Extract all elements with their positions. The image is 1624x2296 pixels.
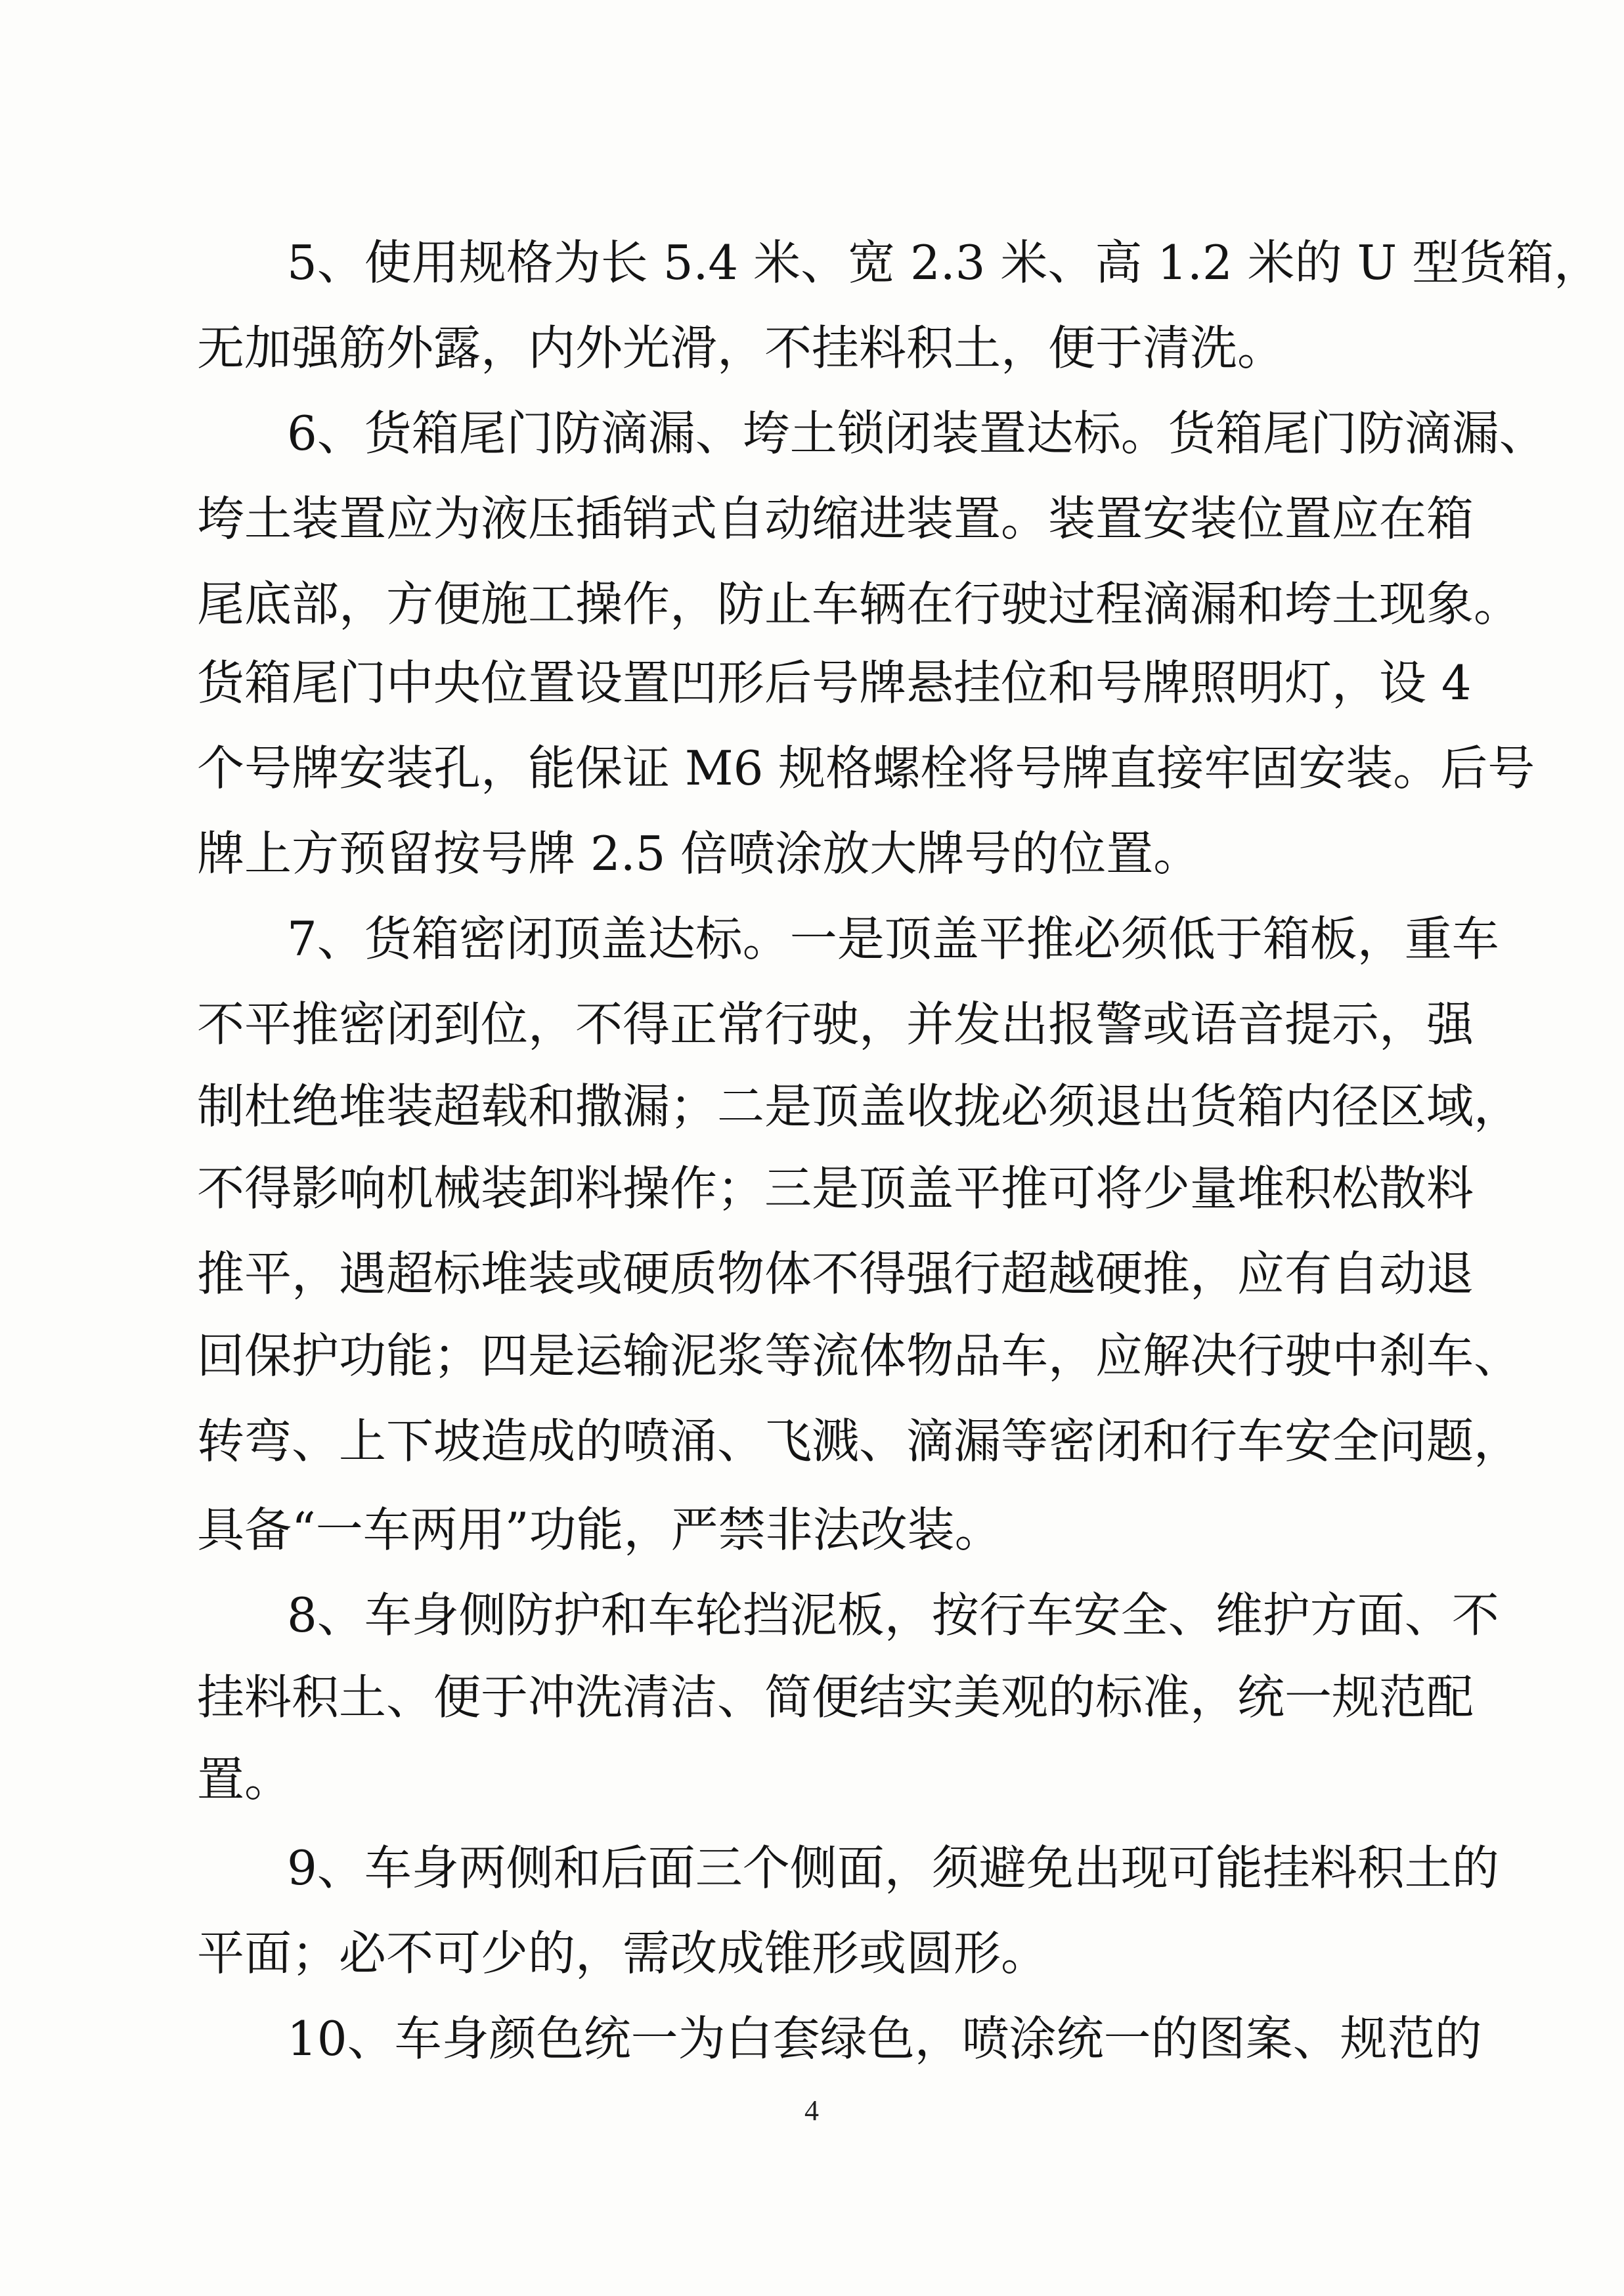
paragraph-7-line-2: 不平推密闭到位，不得正常行驶，并发出报警或语音提示，强 xyxy=(197,997,1474,1052)
paragraph-6-line-6: 牌上方预留按号牌 2.5 倍喷涂放大牌号的位置。 xyxy=(197,826,1201,881)
paragraph-6-line-2: 垮土装置应为液压插销式自动缩进装置。装置安装位置应在箱 xyxy=(197,491,1474,546)
paragraph-6-line-4: 货箱尾门中央位置设置凹形后号牌悬挂位和号牌照明灯，设 4 xyxy=(197,655,1472,710)
paragraph-6-line-3: 尾底部，方便施工操作，防止车辆在行驶过程滴漏和垮土现象。 xyxy=(197,576,1522,632)
paragraph-7-line-6: 回保护功能；四是运输泥浆等流体物品车，应解决行驶中刹车、 xyxy=(197,1328,1522,1383)
paragraph-5-line-1: 5、使用规格为长 5.4 米、宽 2.3 米、高 1.2 米的 U 型货箱， xyxy=(287,235,1602,290)
paragraph-9-line-2: 平面；必不可少的，需改成锥形或圆形。 xyxy=(197,1926,1049,1981)
paragraph-6-line-5: 个号牌安装孔，能保证 M6 规格螺栓将号牌直接牢固安装。后号 xyxy=(197,741,1535,796)
paragraph-8-line-2: 挂料积土、便于冲洗清洁、简便结实美观的标准，统一规范配 xyxy=(197,1670,1474,1725)
paragraph-7-line-4: 不得影响机械装卸料操作；三是顶盖平推可将少量堆积松散料 xyxy=(197,1161,1474,1216)
paragraph-7-line-1: 7、货箱密闭顶盖达标。一是顶盖平推必须低于箱板，重车 xyxy=(287,911,1499,966)
page-number: 4 xyxy=(804,2094,819,2127)
paragraph-8-line-1: 8、车身侧防护和车轮挡泥板，按行车安全、维护方面、不 xyxy=(287,1588,1499,1643)
paragraph-10-line-1: 10、车身颜色统一为白套绿色，喷涂统一的图案、规范的 xyxy=(287,2011,1482,2066)
paragraph-7-line-5: 推平，遇超标堆装或硬质物体不得强行超越硬推，应有自动退 xyxy=(197,1246,1474,1301)
paragraph-6-line-1: 6、货箱尾门防滴漏、垮土锁闭装置达标。货箱尾门防滴漏、 xyxy=(287,406,1547,461)
paragraph-9-line-1: 9、车身两侧和后面三个侧面，须避免出现可能挂料积土的 xyxy=(287,1840,1499,1895)
paragraph-8-line-3: 置。 xyxy=(197,1752,292,1807)
paragraph-5-line-2: 无加强筋外露，内外光滑，不挂料积土，便于清洗。 xyxy=(197,320,1285,376)
paragraph-7-line-3: 制杜绝堆装超载和撒漏；二是顶盖收拢必须退出货箱内径区域， xyxy=(197,1079,1522,1134)
paragraph-7-line-7: 转弯、上下坡造成的喷涌、飞溅、滴漏等密闭和行车安全问题， xyxy=(197,1414,1522,1469)
paragraph-7-line-8: 具备“一车两用”功能，严禁非法改装。 xyxy=(197,1502,1002,1557)
